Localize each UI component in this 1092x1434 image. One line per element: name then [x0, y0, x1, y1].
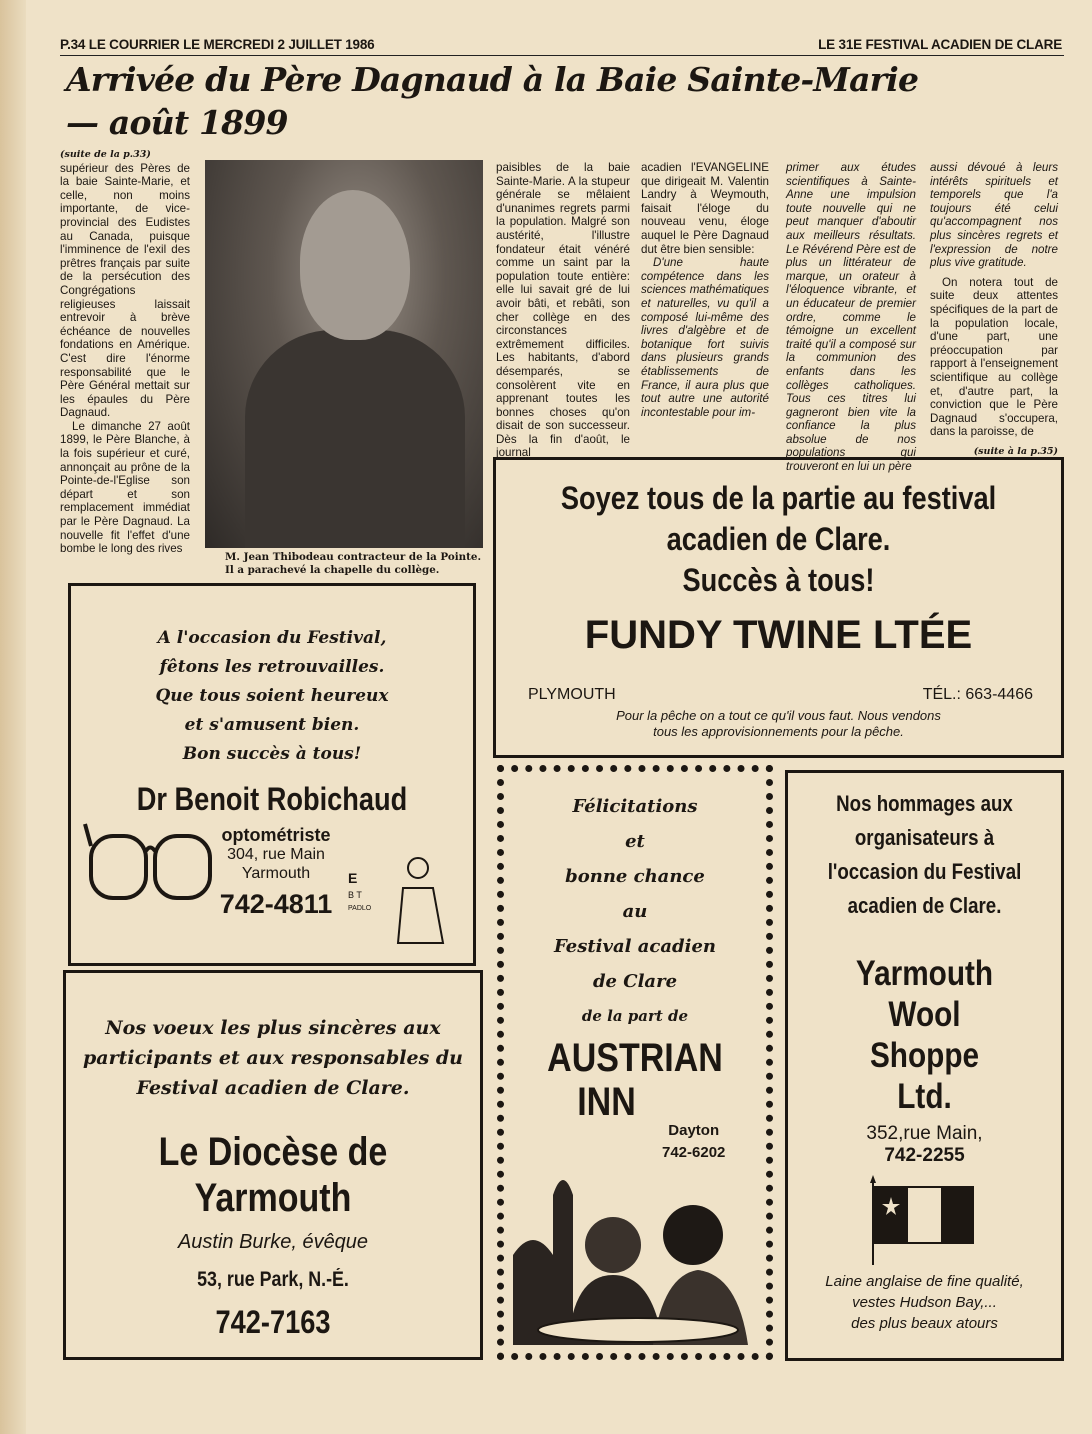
paragraph: paisibles de la baie Sainte-Marie. A la stupeur générale se mêlaient d'unanimes regrets parmi la population. Malgré son austérité, l'illustre fondateur était vénéré comme un saint par la population toute entière: elle lui savait gré de lui avoir bâti, et rebâti, son cher collège en des circonstances extrêmement difficiles. Les habitants, d'abord désemparés, se consolèrent vite en apprenant toutes les bonnes choses qu'on disait de son successeur. Dès la fin d'août, le journal [496, 161, 630, 460]
ad-address: 352,rue Main, [866, 1123, 983, 1144]
ad-name: Yarmouth [855, 954, 994, 993]
ad-diocese [63, 970, 483, 1360]
ad-name: Shoppe [869, 1036, 980, 1075]
ad-city: Yarmouth [241, 865, 311, 882]
article-column-1 [60, 148, 190, 556]
photo-figure-body [245, 330, 465, 548]
paragraph: On notera tout de suite deux attentes spécifiques de la part de la population locale, d'une part, une préoccupation par rapport à l'enseignement scientifique au collège et, d'autre part, la conviction que le Père Dagnaud s'occupera, dans la paroisse, de [930, 275, 1058, 439]
ad-message-line: Félicitations [572, 796, 698, 817]
ad-message-line: Bon succès à tous! [182, 744, 362, 764]
svg-text:PADLO: PADLO [348, 905, 372, 912]
photo-figure-head [300, 190, 410, 340]
ad-phone: TÉL.: 663-4466 [922, 686, 1033, 703]
portrait-photo [205, 160, 483, 548]
ad-name: Dr Benoit Robichaud [136, 781, 408, 817]
paragraph: supérieur des Pères de la baie Sainte-Marie, et celle, non moins importante, de vice-provincial des Eudistes au Canada, puisque l'imminence de l'exil des prêtres français par suite de la persécution des Congrégations religieuses laissait entrevoir à brève échéance de nouvelles fondations en Amérique. C'est dire l'énorme responsabilité que le Père Général mettait sur les épaules du Père Dagnaud. [60, 161, 190, 420]
header-rule [60, 55, 1064, 56]
svg-text:E: E [348, 870, 358, 886]
quote: aussi dévoué à leurs intérêts spirituels et temporels que l'a toujours été celui qu'accompagnent nos plus sincères regrets et l'expression de notre plus vive gratitude. [930, 161, 1058, 270]
article-title-line2: — août 1899 [66, 103, 288, 142]
ad-robichaud [68, 583, 476, 966]
ad-headline: Soyez tous de la partie au festival [560, 480, 997, 516]
ad-message-line: Festival acadien [553, 936, 716, 957]
ad-phone: 742-7163 [215, 1304, 331, 1340]
ad-message-line: organisateurs à [854, 825, 995, 850]
acadian-flag-icon [865, 1175, 985, 1265]
page-edge [0, 0, 26, 1434]
ad-profession: optométriste [221, 825, 331, 845]
ad-austrian-inn [497, 765, 773, 1360]
ad-message-line: de Clare [592, 971, 678, 992]
article-column-4 [786, 161, 916, 474]
article-column-3 [641, 161, 769, 419]
ad-tagline: Pour la pêche on a tout ce qu'il vous faut. Nous vendons [616, 708, 941, 723]
ad-name: Le Diocèse de [158, 1130, 388, 1174]
ad-name: AUSTRIAN [547, 1036, 723, 1080]
ad-address: 304, rue Main [227, 846, 325, 863]
ad-message-line: participants et aux responsables du [82, 1047, 463, 1069]
ad-fundy-twine [493, 457, 1064, 758]
ad-city: PLYMOUTH [528, 686, 616, 703]
ad-message [71, 624, 473, 769]
ad-message-line: l'occasion du Festival [827, 859, 1022, 884]
ad-message-line: de la part de [581, 1007, 689, 1025]
quote: primer aux études scientifiques à Sainte-Anne une impulsion toute nouvelle qui ne peut manquer d'aboutir aux meilleurs résultats. Le Révérend Père est de plus un littérateur de marque, un orateur à l'éloquence vibrante, et un éducateur de premier ordre, comme le témoigne un excellent traité qu'il a composé sur la communion des enfants dans les collèges catholiques. Tous ces titres lui gagneront bien vite la confiance la plus absolue de nos populations qui trouveront en lui un père [786, 161, 916, 474]
quote: D'une haute compétence dans les sciences mathématiques et naturelles, vu qu'il a composé lui-même des livres d'algèbre et de botanique fort suivis dans plusieurs grands établissements de France, il aura plus que tout autre une autorité incontestable pour im- [641, 256, 769, 419]
header-left: P.34 LE COURRIER LE MERCREDI 2 JUILLET 1986 [60, 37, 375, 52]
ad-message-line: au [622, 901, 648, 922]
ad-address: 53, rue Park, N.-É. [197, 1268, 349, 1291]
ad-message-line: et [625, 831, 645, 852]
caption-line: Il a parachevé la chapelle du collège. [225, 563, 440, 576]
ad-name: Yarmouth [194, 1176, 352, 1220]
ad-message-line: Nos voeux les plus sincères aux [105, 1017, 441, 1039]
eyeglasses-icon [83, 816, 218, 911]
ad-message-line: acadien de Clare. [847, 893, 1002, 918]
ad-name: INN [577, 1080, 636, 1124]
ad-message-line: fêtons les retrouvailles. [159, 657, 385, 677]
article-column-2 [496, 161, 630, 460]
ad-company-name: FUNDY TWINE LTÉE [584, 613, 973, 657]
ad-message-line: A l'occasion du Festival, [157, 628, 387, 648]
ad-name: Ltd. [897, 1077, 952, 1116]
ad-person: Austin Burke, évêque [177, 1231, 369, 1253]
continued-from: (suite de la p.33) [60, 149, 151, 160]
continued-to: (suite à la p.35) [973, 445, 1058, 457]
paragraph: acadien l'EVANGELINE que dirigeait M. Valentin Landry à Weymouth, faisait l'éloge du nouveau venu, éloge auquel le Père Dagnaud dut être bien sensible: [641, 161, 769, 256]
ad-message-line: Nos hommages aux [836, 791, 1013, 816]
ad-phone: 742-4811 [219, 889, 333, 919]
diners-illustration [513, 1165, 757, 1345]
ad-tagline: Laine anglaise de fine qualité, [825, 1273, 1024, 1290]
paragraph: Le dimanche 27 août 1899, le Père Blanche, à la fois supérieur et curé, annonçait au prône de la Pointe-de-l'Eglise son départ et son remplacement immédiat par le Père Dagnaud. La nouvelle fit l'effet d'une bombe le long des rives [60, 419, 190, 556]
svg-text:B T: B T [348, 890, 362, 900]
ad-headline: acadien de Clare. [666, 521, 891, 557]
header-right: LE 31E FESTIVAL ACADIEN DE CLARE [818, 37, 1062, 52]
ad-headline: Succès à tous! [682, 562, 875, 598]
ad-phone: 742-6202 [662, 1144, 726, 1161]
photo-caption [225, 551, 485, 576]
ad-tagline: des plus beaux atours [851, 1315, 998, 1332]
ad-phone: 742-2255 [884, 1145, 965, 1166]
article-column-5 [930, 161, 1058, 458]
optometrist-illustration [343, 848, 463, 948]
ad-yarmouth-wool-shoppe [785, 770, 1064, 1361]
ad-message-line: bonne chance [565, 866, 705, 887]
ad-message-line: Que tous soient heureux [155, 686, 389, 706]
ad-name: Wool [888, 995, 961, 1034]
article-title-line1: Arrivée du Père Dagnaud à la Baie Sainte-Marie [66, 60, 919, 99]
ad-tagline: tous les approvisionnements pour la pêche. [653, 724, 904, 739]
ad-message-line: et s'amusent bien. [184, 715, 360, 735]
ad-tagline: vestes Hudson Bay,... [852, 1294, 997, 1311]
ad-city: Dayton [668, 1122, 720, 1139]
caption-line: M. Jean Thibodeau contracteur de la Pointe. [225, 551, 482, 563]
ad-message-line: Festival acadien de Clare. [136, 1077, 410, 1099]
